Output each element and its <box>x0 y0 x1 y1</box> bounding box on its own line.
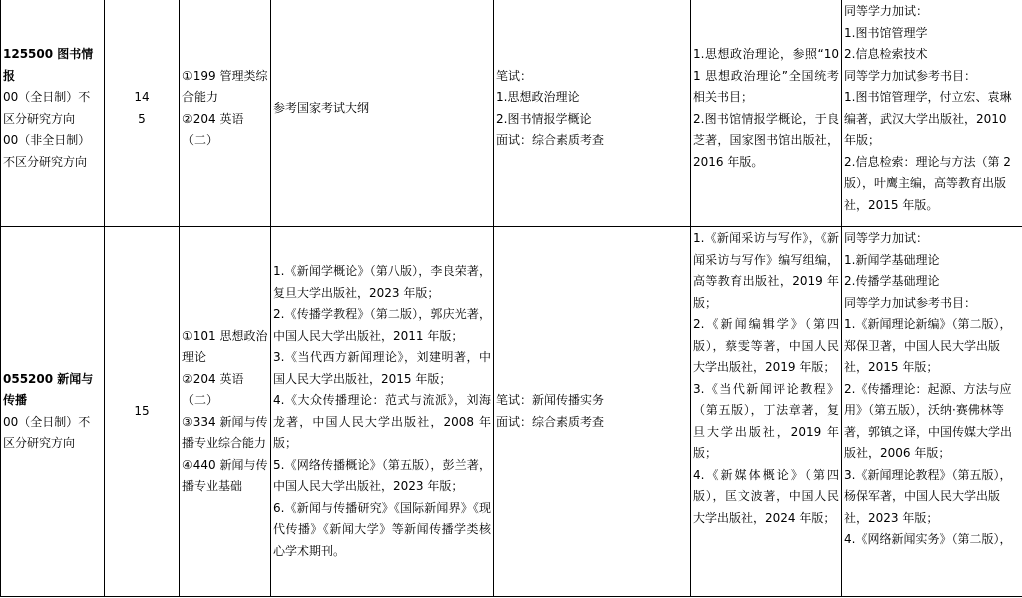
enrollment-count: 5 <box>138 111 146 126</box>
equivalent-text: 2.《传播理论：起源、方法与应用》（第五版），沃纳·赛佛林等著，郭镇之译，中国传媒大学出版社，2006 年版； <box>844 381 1013 460</box>
table-row <box>1 0 1022 227</box>
equivalent-text: 同等学力加试： <box>844 4 929 18</box>
retest-book: 1.思想政治理论，参照“101 思想政治理论”全国统考相关书目； <box>693 47 839 104</box>
retest-book: 1.《新闻采访与写作》，《新闻采访与写作》编写组编，高等教育出版社，2019 年版； <box>693 231 839 310</box>
direction-text: 00（全日制）不区分研究方向 <box>3 414 91 450</box>
direction-text: 00（非全日制）不区分研究方向 <box>3 133 91 169</box>
exam-subject: ②204 英语（二） <box>182 111 244 147</box>
major-cell <box>1 227 105 597</box>
equivalent-text: 1.新闻学基础理论 <box>844 252 940 267</box>
exam-subject: ①199 管理类综合能力 <box>182 68 268 104</box>
retest-text: 面试：综合素质考查 <box>496 133 605 147</box>
reference-text: 1.《新闻学概论》（第八版），李良荣著，复旦大学出版社，2023 年版； <box>273 264 491 300</box>
enrollment-count: 14 <box>134 90 150 104</box>
equivalent-text: 2.信息检索：理论与方法（第 2 版），叶鹰主编，高等教育出版社，2015 年版。 <box>844 154 1011 212</box>
major-cell <box>1 0 105 227</box>
retest-book: 2.图书馆情报学概论，于良芝著，国家图书馆出版社，2016 年版。 <box>693 111 839 169</box>
retest-books-cell <box>691 0 842 227</box>
equivalent-text: 同等学力加试参考书目： <box>844 295 977 310</box>
retest-text: 笔试： <box>496 68 533 83</box>
major-code-name: 125500 图书情报 <box>3 47 94 83</box>
equivalent-text: 3.《新闻理论教程》（第五版），杨保军著，中国人民大学出版社，2023 年版； <box>844 467 1012 525</box>
retest-cell <box>494 227 691 597</box>
equivalent-text: 同等学力加试： <box>844 231 929 245</box>
equivalent-text: 4.《网络新闻实务》（第二版）， <box>844 532 1012 546</box>
equivalent-text: 同等学力加试参考书目： <box>844 68 977 83</box>
enrollment-cell <box>105 0 180 227</box>
retest-text: 笔试：新闻传播实务 <box>496 393 605 407</box>
retest-text: 面试：综合素质考查 <box>496 414 605 429</box>
reference-text: 4.《大众传播理论：范式与流派》，刘海龙著，中国人民大学出版社，2008 年版； <box>273 393 491 450</box>
enrollment-cell <box>105 227 180 597</box>
reference-text: 6.《新闻与传播研究》《国际新闻界》《现代传播》《新闻大学》等新闻传播学类核心学术期刊。 <box>273 500 491 558</box>
table-row <box>1 227 1022 597</box>
enrollment-count: 15 <box>134 403 150 418</box>
equivalent-text: 1.图书馆管理学 <box>844 25 928 40</box>
exam-subject: ②204 英语（二） <box>182 371 244 407</box>
exam-subjects-cell <box>180 227 271 597</box>
major-code-name: 055200 新闻与传播 <box>3 371 94 407</box>
reference-text: 5.《网络传播概论》（第五版），彭兰著，中国人民大学出版社，2023 年版； <box>273 457 491 493</box>
retest-cell <box>494 0 691 227</box>
exam-subjects-cell <box>180 0 271 227</box>
retest-text: 1.思想政治理论 <box>496 90 580 104</box>
equivalent-text: 1.图书馆管理学，付立宏、袁琳编著，武汉大学出版社，2010 年版； <box>844 90 1012 147</box>
reference-text: 2.《传播学教程》（第二版），郭庆光著，中国人民大学出版社，2011 年版； <box>273 307 491 343</box>
reference-text: 参考国家考试大纲 <box>273 100 370 115</box>
retest-book: 4.《新媒体概论》（第四版），匡文波著，中国人民大学出版社，2024 年版； <box>693 467 839 525</box>
exam-subject: ③334 新闻与传播专业综合能力 <box>182 414 268 450</box>
equivalent-text: 2.传播学基础理论 <box>844 274 940 288</box>
references-cell <box>271 0 494 227</box>
retest-book: 3.《当代新闻评论教程》（第五版），丁法章著，复旦大学出版社，2019 年版； <box>693 381 839 460</box>
exam-subject: ①101 思想政治理论 <box>182 328 268 364</box>
direction-text: 00（全日制）不区分研究方向 <box>3 90 91 126</box>
references-cell <box>271 227 494 597</box>
equivalent-cell <box>842 0 1022 227</box>
exam-subject: ④440 新闻与传播专业基础 <box>182 457 268 493</box>
reference-text: 3.《当代西方新闻理论》，刘建明著，中国人民大学出版社，2015 年版； <box>273 350 491 386</box>
equivalent-cell <box>842 227 1022 597</box>
equivalent-text: 2.信息检索技术 <box>844 47 928 61</box>
retest-books-cell <box>691 227 842 597</box>
retest-book: 2.《新闻编辑学》（第四版），蔡雯等著，中国人民大学出版社，2019 年版； <box>693 317 839 374</box>
equivalent-text: 1.《新闻理论新编》（第二版），郑保卫著，中国人民大学出版社，2015 年版； <box>844 317 1012 374</box>
retest-text: 2.图书情报学概论 <box>496 111 592 126</box>
